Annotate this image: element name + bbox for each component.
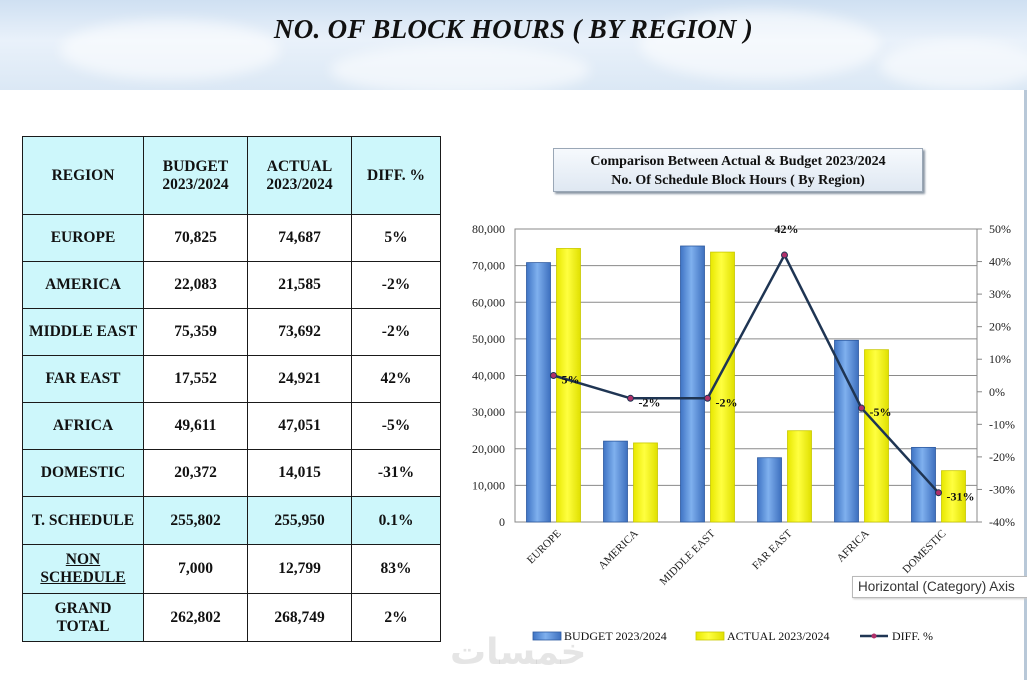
cell-actual: 12,799 xyxy=(248,545,352,594)
actual-bar xyxy=(788,431,812,522)
region-label: MIDDLE EAST xyxy=(28,323,138,340)
region-label: DOMESTIC xyxy=(40,464,126,481)
chart-title-line1: Comparison Between Actual & Budget 2023/2024 xyxy=(590,154,886,169)
category-label: AFRICA xyxy=(834,527,872,565)
cell-region xyxy=(23,594,144,642)
category-label: MIDDLE EAST xyxy=(657,527,718,588)
y-right-tick-label: -20% xyxy=(989,449,1015,464)
region-label: SCHEDULE xyxy=(40,569,126,586)
y-left-tick-label: 0 xyxy=(499,515,505,529)
diff-data-label: 5% xyxy=(561,372,580,387)
cell-budget: 20,372 xyxy=(144,450,248,497)
region-label: T. SCHEDULE xyxy=(31,511,135,529)
region-label: FAR EAST xyxy=(45,370,121,387)
cell-diff: -2% xyxy=(352,262,441,309)
header-region: REGION xyxy=(23,137,144,215)
table-row xyxy=(23,594,441,642)
table-row xyxy=(23,262,441,309)
region-label: EUROPE xyxy=(50,229,116,246)
actual-bar xyxy=(634,443,658,522)
diff-data-label: -2% xyxy=(638,395,661,410)
diff-point xyxy=(782,252,788,258)
budget-bar xyxy=(527,263,551,522)
budget-bar xyxy=(758,458,782,522)
header-budget-line2: 2023/2024 xyxy=(162,175,229,193)
legend-budget-label: BUDGET 2023/2024 xyxy=(564,629,667,643)
table-row xyxy=(23,356,441,403)
cell-actual: 73,692 xyxy=(248,309,352,356)
cell-budget: 70,825 xyxy=(144,215,248,262)
watermark-logo: خمسات xyxy=(450,632,587,673)
cell-region xyxy=(23,403,144,450)
y-right-tick-label: 50% xyxy=(989,222,1011,236)
cell-actual: 74,687 xyxy=(248,215,352,262)
block-hours-table xyxy=(22,136,441,642)
header-actual xyxy=(248,137,352,215)
cell-actual: 47,051 xyxy=(248,403,352,450)
cell-actual: 268,749 xyxy=(248,594,352,642)
diff-point xyxy=(936,490,942,496)
cell-diff: 5% xyxy=(352,215,441,262)
y-left-tick-label: 50,000 xyxy=(472,331,505,346)
diff-point xyxy=(628,395,634,401)
y-right-tick-label: 10% xyxy=(989,352,1011,367)
diff-point xyxy=(705,395,711,401)
cell-diff: 2% xyxy=(352,594,441,642)
cell-actual: 24,921 xyxy=(248,356,352,403)
cell-region xyxy=(23,545,144,594)
y-right-tick-label: 0% xyxy=(989,384,1005,399)
cell-diff: -2% xyxy=(352,309,441,356)
cell-budget: 75,359 xyxy=(144,309,248,356)
legend-diff-marker xyxy=(872,634,877,639)
diff-point xyxy=(859,405,865,411)
header-budget-line1: BUDGET xyxy=(162,157,229,175)
y-right-tick-label: 20% xyxy=(989,319,1011,334)
page-title: NO. OF BLOCK HOURS ( BY REGION ) xyxy=(273,14,754,44)
table-row xyxy=(23,403,441,450)
table-header-row xyxy=(23,137,441,215)
legend-actual-swatch xyxy=(696,632,724,640)
header-budget xyxy=(144,137,248,215)
region-label: GRAND xyxy=(54,599,112,617)
region-label: TOTAL xyxy=(56,617,110,635)
cell-region xyxy=(23,215,144,262)
header-actual-line1: ACTUAL xyxy=(266,157,333,175)
y-left-tick-label: 40,000 xyxy=(472,368,505,383)
header-actual-line2: 2023/2024 xyxy=(266,175,333,193)
chart-title-line2: No. Of Schedule Block Hours ( By Region) xyxy=(611,173,865,188)
y-left-tick-label: 10,000 xyxy=(472,478,505,493)
region-label: NON xyxy=(65,551,101,568)
cell-diff: 83% xyxy=(352,545,441,594)
table-row xyxy=(23,497,441,545)
cell-budget: 262,802 xyxy=(144,594,248,642)
legend-diff-label: DIFF. % xyxy=(892,629,934,643)
cell-diff: 42% xyxy=(352,356,441,403)
category-label: FAR EAST xyxy=(750,527,795,573)
cell-diff: -31% xyxy=(352,450,441,497)
budget-bar xyxy=(604,441,628,522)
y-left-tick-label: 20,000 xyxy=(472,441,505,456)
table-body xyxy=(23,215,441,642)
chart-title xyxy=(553,148,923,192)
diff-data-label: -2% xyxy=(715,395,738,410)
region-label: AFRICA xyxy=(52,417,114,434)
diff-data-label: -5% xyxy=(869,405,892,420)
cell-diff: 0.1% xyxy=(352,497,441,545)
axis-tooltip: Horizontal (Category) Axis xyxy=(852,576,1027,598)
y-right-tick-label: -30% xyxy=(989,482,1015,497)
diff-data-label: 42% xyxy=(774,222,799,237)
cell-actual: 255,950 xyxy=(248,497,352,545)
region-label: AMERICA xyxy=(45,276,121,293)
y-right-tick-label: 30% xyxy=(989,287,1011,302)
budget-bar xyxy=(681,246,705,522)
category-label: AMERICA xyxy=(596,527,641,572)
cell-region xyxy=(23,497,144,545)
cell-region xyxy=(23,309,144,356)
y-right-tick-label: -10% xyxy=(989,417,1015,432)
cell-budget: 255,802 xyxy=(144,497,248,545)
y-right-tick-label: -40% xyxy=(989,515,1015,529)
table-row xyxy=(23,309,441,356)
cell-region xyxy=(23,450,144,497)
cell-budget: 7,000 xyxy=(144,545,248,594)
cell-region xyxy=(23,356,144,403)
table-row xyxy=(23,215,441,262)
header-banner xyxy=(0,0,1027,90)
category-label: EUROPE xyxy=(524,527,564,567)
header-diff: DIFF. % xyxy=(352,137,441,215)
y-left-tick-label: 60,000 xyxy=(472,295,505,310)
cell-diff: -5% xyxy=(352,403,441,450)
y-right-tick-label: 40% xyxy=(989,254,1011,269)
cell-budget: 17,552 xyxy=(144,356,248,403)
category-label: DOMESTIC xyxy=(900,527,949,576)
table-row xyxy=(23,545,441,594)
cell-actual: 14,015 xyxy=(248,450,352,497)
actual-bar xyxy=(865,350,889,522)
y-left-tick-label: 30,000 xyxy=(472,405,505,420)
table-row xyxy=(23,450,441,497)
diff-point xyxy=(551,373,557,379)
cell-budget: 49,611 xyxy=(144,403,248,450)
cell-budget: 22,083 xyxy=(144,262,248,309)
legend-actual-label: ACTUAL 2023/2024 xyxy=(727,629,830,643)
budget-bar xyxy=(835,340,859,522)
y-left-tick-label: 70,000 xyxy=(472,258,505,273)
y-left-tick-label: 80,000 xyxy=(472,222,505,236)
cell-region xyxy=(23,262,144,309)
diff-data-label: -31% xyxy=(946,489,975,504)
cell-actual: 21,585 xyxy=(248,262,352,309)
